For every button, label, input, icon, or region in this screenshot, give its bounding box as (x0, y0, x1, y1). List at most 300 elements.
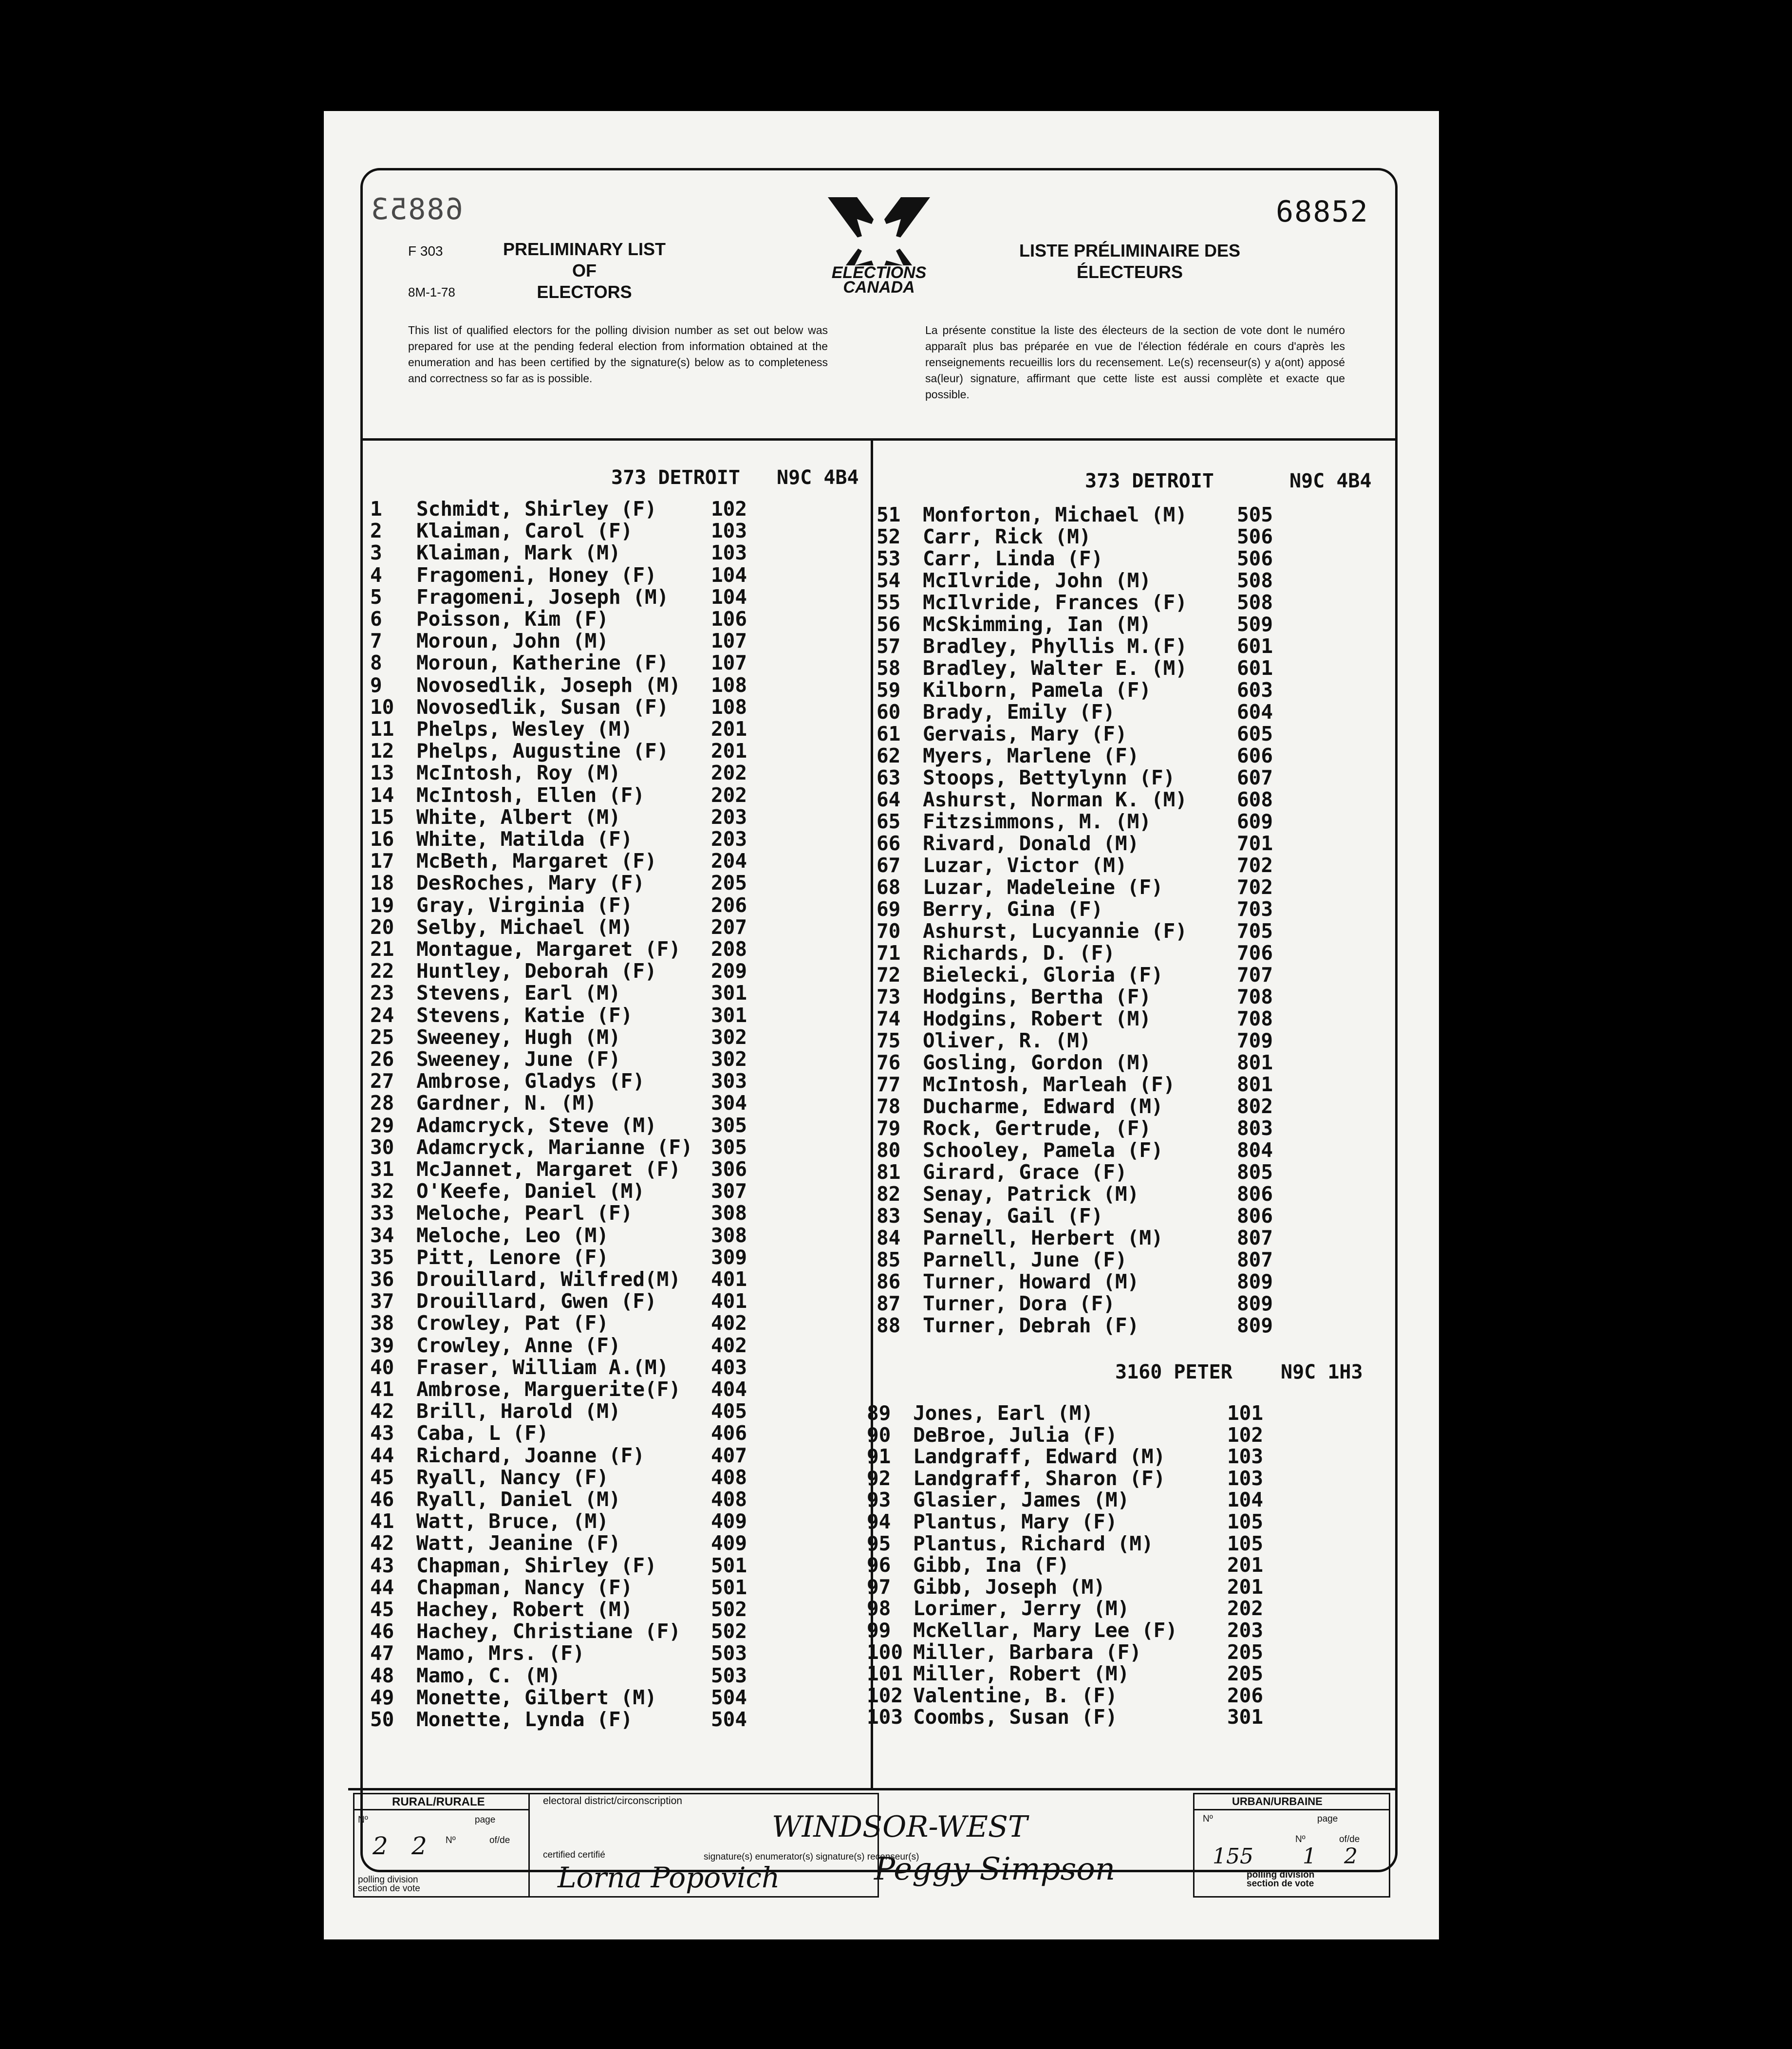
elector-number: 93 (867, 1488, 891, 1512)
elector-unit: 205 (1227, 1640, 1264, 1664)
elector-number: 68 (877, 875, 901, 899)
elector-unit: 401 (711, 1267, 747, 1291)
elector-unit: 502 (711, 1620, 747, 1643)
elector-unit: 203 (711, 827, 747, 851)
elector-number: 41 (370, 1378, 394, 1401)
elector-unit: 105 (1227, 1510, 1264, 1533)
elector-number: 94 (867, 1510, 891, 1533)
rural-page-label: page (475, 1815, 496, 1825)
elector-number: 31 (370, 1157, 394, 1181)
elector-number: 33 (370, 1201, 394, 1225)
elector-unit: 305 (711, 1113, 747, 1137)
elector-name: White, Matilda (F) (416, 827, 633, 851)
elector-unit: 404 (711, 1378, 747, 1401)
urban-page-no-label: Nº (1295, 1834, 1306, 1844)
intro-french: La présente constitue la liste des électeurs de la section de vote dont le numéro apparaît plus bas préparée en vue de l'élection fédérale en cours d'après les renseignements recueillis lors du recensement. Le(s) recenseur(s) y a(ont) apposé sa(leur) signature, affirmant que cette liste est aussi complète et exacte que possible. (925, 324, 1345, 401)
intro-english: This list of qualified electors for the polling division number as set out below was prepared for use at the pending federal election from information obtained at the enumeration and has been certified by the signature(s) below as to completeness and correctness so far as is possible. (408, 324, 828, 385)
certified-label: certified certifié (543, 1850, 605, 1860)
elector-number: 17 (370, 849, 394, 873)
elector-name: White, Albert (M) (416, 805, 621, 829)
elector-number: 16 (370, 827, 394, 851)
elector-unit: 301 (711, 1003, 747, 1027)
elector-unit: 302 (711, 1047, 747, 1071)
elector-name: Lorimer, Jerry (M) (913, 1597, 1130, 1621)
urban-page-number: 1 (1303, 1844, 1316, 1869)
elector-number: 45 (370, 1598, 394, 1621)
elector-unit: 201 (711, 739, 747, 763)
elector-number: 50 (370, 1708, 394, 1731)
elector-number: 54 (877, 569, 901, 592)
elector-name: Carr, Rick (M) (923, 525, 1091, 548)
elector-name: Drouillard, Gwen (F) (416, 1289, 657, 1313)
elector-name: Crowley, Anne (F) (416, 1333, 621, 1357)
elector-unit: 708 (1237, 1007, 1273, 1030)
elector-name: Luzar, Victor (M) (923, 854, 1127, 877)
elector-unit: 209 (711, 959, 747, 983)
elector-number: 99 (867, 1619, 891, 1642)
elector-number: 12 (370, 739, 394, 763)
elector-unit: 203 (1227, 1619, 1264, 1642)
title-english-line-1: PRELIMINARY LIST OF (503, 239, 666, 280)
elector-number: 15 (370, 805, 394, 829)
elector-number: 22 (370, 959, 394, 983)
elector-name: Drouillard, Wilfred(M) (416, 1267, 681, 1291)
elections-canada-logo (818, 197, 940, 299)
elector-number: 2 (370, 519, 382, 543)
elector-name: Carr, Linda (F) (923, 547, 1103, 570)
elector-number: 27 (370, 1069, 394, 1093)
elector-number: 25 (370, 1025, 394, 1049)
elector-number: 43 (370, 1553, 394, 1577)
elector-number: 52 (877, 525, 901, 548)
elector-number: 75 (877, 1029, 901, 1052)
elector-number: 35 (370, 1245, 394, 1269)
elector-unit: 402 (711, 1333, 747, 1357)
rural-box-rule (528, 1793, 530, 1898)
elector-number: 43 (370, 1421, 394, 1445)
elector-unit: 408 (711, 1465, 747, 1489)
elector-name: DeBroe, Julia (F) (913, 1423, 1118, 1447)
elector-name: Gibb, Ina (F) (913, 1553, 1069, 1577)
elector-name: Ryall, Nancy (F) (416, 1465, 609, 1489)
elector-name: Fragomeni, Joseph (M) (416, 585, 669, 609)
elector-unit: 107 (711, 629, 747, 653)
urban-no-label: Nº (1203, 1814, 1213, 1824)
elector-number: 40 (370, 1355, 394, 1379)
elector-number: 70 (877, 919, 901, 943)
elector-name: Miller, Barbara (F) (913, 1640, 1141, 1664)
elector-number: 85 (877, 1248, 901, 1271)
elector-name: Mamo, C. (M) (416, 1663, 561, 1687)
elector-name: Adamcryck, Steve (M) (416, 1113, 657, 1137)
elector-name: Fraser, William A.(M) (416, 1355, 669, 1379)
elector-name: Parnell, June (F) (923, 1248, 1127, 1271)
elector-name: Plantus, Richard (M) (913, 1531, 1154, 1555)
elector-unit: 604 (1237, 700, 1273, 724)
elector-name: Meloche, Pearl (F) (416, 1201, 633, 1225)
elector-number: 34 (370, 1223, 394, 1247)
elector-unit: 307 (711, 1179, 747, 1203)
elector-unit: 702 (1237, 875, 1273, 899)
mirrored-serial-number: 68853 (370, 192, 463, 226)
title-french-line-2: ÉLECTEURS (1076, 262, 1183, 282)
electoral-district-value: WINDSOR-WEST (772, 1810, 1028, 1844)
elector-unit: 707 (1237, 963, 1273, 987)
elector-name: Stoops, Bettylynn (F) (923, 766, 1176, 789)
elector-number: 80 (877, 1138, 901, 1162)
elector-number: 73 (877, 985, 901, 1008)
right-postal-code: N9C 4B4 (1289, 470, 1372, 492)
elector-unit: 107 (711, 651, 747, 675)
left-address: 373 DETROIT (611, 466, 740, 489)
urban-polling-division-label: polling division section de vote (1247, 1870, 1315, 1889)
elector-number: 13 (370, 761, 394, 785)
elector-name: Monette, Lynda (F) (416, 1708, 633, 1731)
urban-label-rule (1193, 1809, 1390, 1810)
elector-name: Moroun, Katherine (F) (416, 651, 669, 675)
elector-number: 98 (867, 1597, 891, 1621)
elector-name: Montague, Margaret (F) (416, 937, 681, 961)
urban-polling-number: 155 (1213, 1844, 1253, 1869)
elector-number: 46 (370, 1620, 394, 1643)
elector-unit: 203 (711, 805, 747, 829)
elector-unit: 502 (711, 1598, 747, 1621)
elector-unit: 608 (1237, 788, 1273, 811)
elector-name: Parnell, Herbert (M) (923, 1226, 1163, 1249)
elector-name: Gosling, Gordon (M) (923, 1051, 1151, 1074)
elector-unit: 103 (1227, 1445, 1264, 1469)
elector-name: Ambrose, Marguerite(F) (416, 1378, 681, 1401)
elector-number: 7 (370, 629, 382, 653)
rural-page-number: 2 (411, 1832, 427, 1860)
elector-unit: 403 (711, 1355, 747, 1379)
elector-unit: 103 (711, 541, 747, 565)
elector-name: Moroun, John (M) (416, 629, 609, 653)
elector-unit: 508 (1237, 591, 1273, 614)
elector-unit: 506 (1237, 547, 1273, 570)
elector-number: 5 (370, 585, 382, 609)
elector-unit: 503 (711, 1641, 747, 1665)
rural-of-label: of/de (489, 1835, 510, 1845)
elector-number: 65 (877, 810, 901, 833)
elector-name: Landgraff, Sharon (F) (913, 1466, 1166, 1490)
elector-unit: 703 (1237, 897, 1273, 921)
left-postal-code: N9C 4B4 (777, 466, 859, 489)
elector-number: 88 (877, 1314, 901, 1337)
elector-name: Jones, Earl (M) (913, 1401, 1094, 1425)
elector-unit: 406 (711, 1421, 747, 1445)
elector-unit: 104 (711, 585, 747, 609)
elector-number: 21 (370, 937, 394, 961)
elector-number: 78 (877, 1095, 901, 1118)
elector-number: 76 (877, 1051, 901, 1074)
rural-no-label: Nº (358, 1815, 368, 1825)
elector-name: Rivard, Donald (M) (923, 832, 1139, 855)
elector-number: 8 (370, 651, 382, 675)
elector-unit: 207 (711, 915, 747, 939)
elector-unit: 302 (711, 1025, 747, 1049)
elector-unit: 609 (1237, 810, 1273, 833)
elector-name: O'Keefe, Daniel (M) (416, 1179, 645, 1203)
signature-2: Peggy Simpson (874, 1851, 1116, 1887)
elector-name: Meloche, Leo (M) (416, 1223, 609, 1247)
elector-name: Gervais, Mary (F) (923, 722, 1127, 745)
elector-number: 9 (370, 673, 382, 697)
elector-name: Klaiman, Carol (F) (416, 519, 633, 543)
elector-name: Sweeney, June (F) (416, 1047, 621, 1071)
elector-number: 82 (877, 1182, 901, 1206)
elector-name: Hachey, Robert (M) (416, 1598, 633, 1621)
elector-unit: 201 (711, 717, 747, 741)
elector-unit: 801 (1237, 1073, 1273, 1096)
elector-number: 90 (867, 1423, 891, 1447)
elector-number: 28 (370, 1091, 394, 1115)
elector-number: 42 (370, 1531, 394, 1555)
elector-unit: 407 (711, 1443, 747, 1467)
elector-name: Selby, Michael (M) (416, 915, 633, 939)
elector-name: Novosedlik, Susan (F) (416, 695, 669, 719)
elector-name: Schmidt, Shirley (F) (416, 497, 657, 521)
elector-number: 60 (877, 700, 901, 724)
elector-name: McIlvride, John (M) (923, 569, 1151, 592)
elector-name: McKellar, Mary Lee (F) (913, 1619, 1178, 1642)
elector-unit: 408 (711, 1488, 747, 1511)
elector-unit: 705 (1237, 919, 1273, 943)
footer-block (348, 1790, 1398, 1900)
elector-number: 81 (877, 1160, 901, 1184)
elector-name: Bielecki, Gloria (F) (923, 963, 1163, 987)
elector-number: 63 (877, 766, 901, 789)
elector-number: 3 (370, 541, 382, 565)
elector-name: Chapman, Nancy (F) (416, 1575, 633, 1599)
urban-of-label: of/de (1339, 1834, 1360, 1844)
elector-name: McJannet, Margaret (F) (416, 1157, 681, 1181)
elector-unit: 201 (1227, 1553, 1264, 1577)
elector-unit: 807 (1237, 1226, 1273, 1249)
elector-number: 86 (877, 1270, 901, 1293)
elector-unit: 202 (711, 761, 747, 785)
elector-name: Luzar, Madeleine (F) (923, 875, 1163, 899)
elector-unit: 809 (1237, 1270, 1273, 1293)
elector-number: 77 (877, 1073, 901, 1096)
elector-name: Coombs, Susan (F) (913, 1705, 1118, 1729)
elector-number: 83 (877, 1204, 901, 1228)
elector-unit: 103 (1227, 1466, 1264, 1490)
elector-number: 10 (370, 695, 394, 719)
elector-number: 71 (877, 941, 901, 965)
elector-name: Mamo, Mrs. (F) (416, 1641, 585, 1665)
urban-label: URBAN/URBAINE (1232, 1795, 1323, 1807)
header-divider (360, 438, 1398, 441)
elector-name: Watt, Jeanine (F) (416, 1531, 621, 1555)
elector-name: McSkimming, Ian (M) (923, 613, 1151, 636)
elector-number: 72 (877, 963, 901, 987)
elector-name: Girard, Grace (F) (923, 1160, 1127, 1184)
elector-number: 58 (877, 656, 901, 680)
elector-name: Ambrose, Gladys (F) (416, 1069, 645, 1093)
elector-unit: 401 (711, 1289, 747, 1313)
elector-number: 4 (370, 563, 382, 587)
elector-unit: 805 (1237, 1160, 1273, 1184)
elector-name: Phelps, Wesley (M) (416, 717, 633, 741)
elector-unit: 806 (1237, 1182, 1273, 1206)
urban-page-label: page (1317, 1814, 1338, 1824)
elector-number: 96 (867, 1553, 891, 1577)
elector-number: 14 (370, 783, 394, 807)
logo-line-1: ELECTIONS (831, 263, 927, 282)
elector-name: Turner, Dora (F) (923, 1292, 1115, 1315)
elector-number: 59 (877, 678, 901, 702)
elector-unit: 807 (1237, 1248, 1273, 1271)
elector-number: 46 (370, 1488, 394, 1511)
elector-unit: 804 (1237, 1138, 1273, 1162)
elector-name: Oliver, R. (M) (923, 1029, 1091, 1052)
elector-name: Sweeney, Hugh (M) (416, 1025, 621, 1049)
elector-unit: 708 (1237, 985, 1273, 1008)
elector-name: McIntosh, Roy (M) (416, 761, 621, 785)
elector-unit: 102 (1227, 1423, 1264, 1447)
elector-unit: 409 (711, 1509, 747, 1533)
title-french-line-1: LISTE PRÉLIMINAIRE DES (1019, 241, 1241, 261)
rural-label-rule (353, 1809, 528, 1810)
elector-unit: 706 (1237, 941, 1273, 965)
form-number: F 303 (408, 243, 443, 259)
elector-name: Valentine, B. (F) (913, 1683, 1118, 1707)
elector-name: Phelps, Augustine (F) (416, 739, 669, 763)
elector-name: Hachey, Christiane (F) (416, 1620, 681, 1643)
elector-number: 37 (370, 1289, 394, 1313)
elector-number: 69 (877, 897, 901, 921)
elector-number: 24 (370, 1003, 394, 1027)
title-english-line-2: ELECTORS (537, 282, 632, 302)
elector-unit: 501 (711, 1553, 747, 1577)
elector-name: Senay, Patrick (M) (923, 1182, 1139, 1206)
elector-name: Brill, Harold (M) (416, 1399, 621, 1423)
elector-unit: 701 (1237, 832, 1273, 855)
signature-1: Lorna Popovich (558, 1861, 780, 1894)
elector-name: Richard, Joanne (F) (416, 1443, 645, 1467)
elector-name: Myers, Marlene (F) (923, 744, 1139, 767)
elector-name: Adamcryck, Marianne (F) (416, 1135, 693, 1159)
elector-number: 74 (877, 1007, 901, 1030)
elector-unit: 605 (1237, 722, 1273, 745)
elector-number: 84 (877, 1226, 901, 1249)
elector-name: Fitzsimmons, M. (M) (923, 810, 1151, 833)
right-address: 373 DETROIT (1085, 470, 1214, 492)
elector-number: 39 (370, 1333, 394, 1357)
right-postal-code-2: N9C 1H3 (1281, 1361, 1363, 1383)
elector-unit: 501 (711, 1575, 747, 1599)
logo-line-2: CANADA (843, 278, 915, 297)
elector-name: Chapman, Shirley (F) (416, 1553, 657, 1577)
elector-unit: 702 (1237, 854, 1273, 877)
elector-unit: 506 (1237, 525, 1273, 548)
elector-name: Glasier, James (M) (913, 1488, 1130, 1512)
elector-number: 61 (877, 722, 901, 745)
elector-number: 56 (877, 613, 901, 636)
rural-polling-division-label: polling division section de vote (358, 1875, 420, 1894)
elector-unit: 205 (711, 871, 747, 895)
elector-number: 45 (370, 1465, 394, 1489)
elector-name: Turner, Howard (M) (923, 1270, 1139, 1293)
elector-unit: 308 (711, 1201, 747, 1225)
elector-number: 49 (370, 1685, 394, 1709)
elector-unit: 402 (711, 1311, 747, 1335)
elector-name: Miller, Robert (M) (913, 1662, 1130, 1686)
elector-name: McIntosh, Ellen (F) (416, 783, 645, 807)
elector-number: 55 (877, 591, 901, 614)
elector-name: Fragomeni, Honey (F) (416, 563, 657, 587)
elector-unit: 301 (711, 981, 747, 1005)
elector-name: Schooley, Pamela (F) (923, 1138, 1163, 1162)
elector-unit: 806 (1237, 1204, 1273, 1228)
elector-name: Kilborn, Pamela (F) (923, 678, 1151, 702)
elector-number: 47 (370, 1641, 394, 1665)
elector-number: 44 (370, 1575, 394, 1599)
elector-name: Caba, L (F) (416, 1421, 549, 1445)
elector-unit: 601 (1237, 656, 1273, 680)
elector-unit: 104 (1227, 1488, 1264, 1512)
elector-name: Ashurst, Lucyannie (F) (923, 919, 1188, 943)
elector-name: Richards, D. (F) (923, 941, 1115, 965)
elector-name: Brady, Emily (F) (923, 700, 1115, 724)
elector-number: 51 (877, 503, 901, 526)
elector-number: 103 (867, 1705, 903, 1729)
elector-name: Klaiman, Mark (M) (416, 541, 621, 565)
elector-unit: 304 (711, 1091, 747, 1115)
elector-unit: 607 (1237, 766, 1273, 789)
elector-unit: 504 (711, 1685, 747, 1709)
elector-name: Novosedlik, Joseph (M) (416, 673, 681, 697)
elector-name: Hodgins, Bertha (F) (923, 985, 1151, 1008)
elector-unit: 603 (1237, 678, 1273, 702)
elector-number: 66 (877, 832, 901, 855)
elector-number: 97 (867, 1575, 891, 1599)
elector-number: 95 (867, 1531, 891, 1555)
elector-unit: 305 (711, 1135, 747, 1159)
elector-unit: 208 (711, 937, 747, 961)
elector-unit: 301 (1227, 1705, 1264, 1729)
elector-unit: 206 (1227, 1683, 1264, 1707)
rural-page-no-label: Nº (446, 1835, 456, 1845)
elector-unit: 809 (1237, 1292, 1273, 1315)
elector-number: 19 (370, 893, 394, 917)
urban-page-total: 2 (1344, 1844, 1358, 1869)
elector-number: 26 (370, 1047, 394, 1071)
elector-name: Stevens, Katie (F) (416, 1003, 633, 1027)
elector-name: Bradley, Walter E. (M) (923, 656, 1188, 680)
electoral-district-label: electoral district/circonscription (543, 1795, 682, 1807)
elector-number: 102 (867, 1683, 903, 1707)
elector-name: Rock, Gertrude, (F) (923, 1117, 1151, 1140)
elector-unit: 108 (711, 673, 747, 697)
elector-name: Monforton, Michael (M) (923, 503, 1188, 526)
elector-unit: 308 (711, 1223, 747, 1247)
elector-name: DesRoches, Mary (F) (416, 871, 645, 895)
right-address-2: 3160 PETER (1115, 1361, 1232, 1383)
elector-name: McBeth, Margaret (F) (416, 849, 657, 873)
elector-number: 36 (370, 1267, 394, 1291)
elector-number: 53 (877, 547, 901, 570)
elector-name: Senay, Gail (F) (923, 1204, 1103, 1228)
title-english (502, 239, 667, 303)
elector-number: 44 (370, 1443, 394, 1467)
elector-name: McIntosh, Marleah (F) (923, 1073, 1176, 1096)
elector-unit: 509 (1237, 613, 1273, 636)
elector-unit: 103 (711, 519, 747, 543)
elector-name: Hodgins, Robert (M) (923, 1007, 1151, 1030)
elector-name: Huntley, Deborah (F) (416, 959, 657, 983)
